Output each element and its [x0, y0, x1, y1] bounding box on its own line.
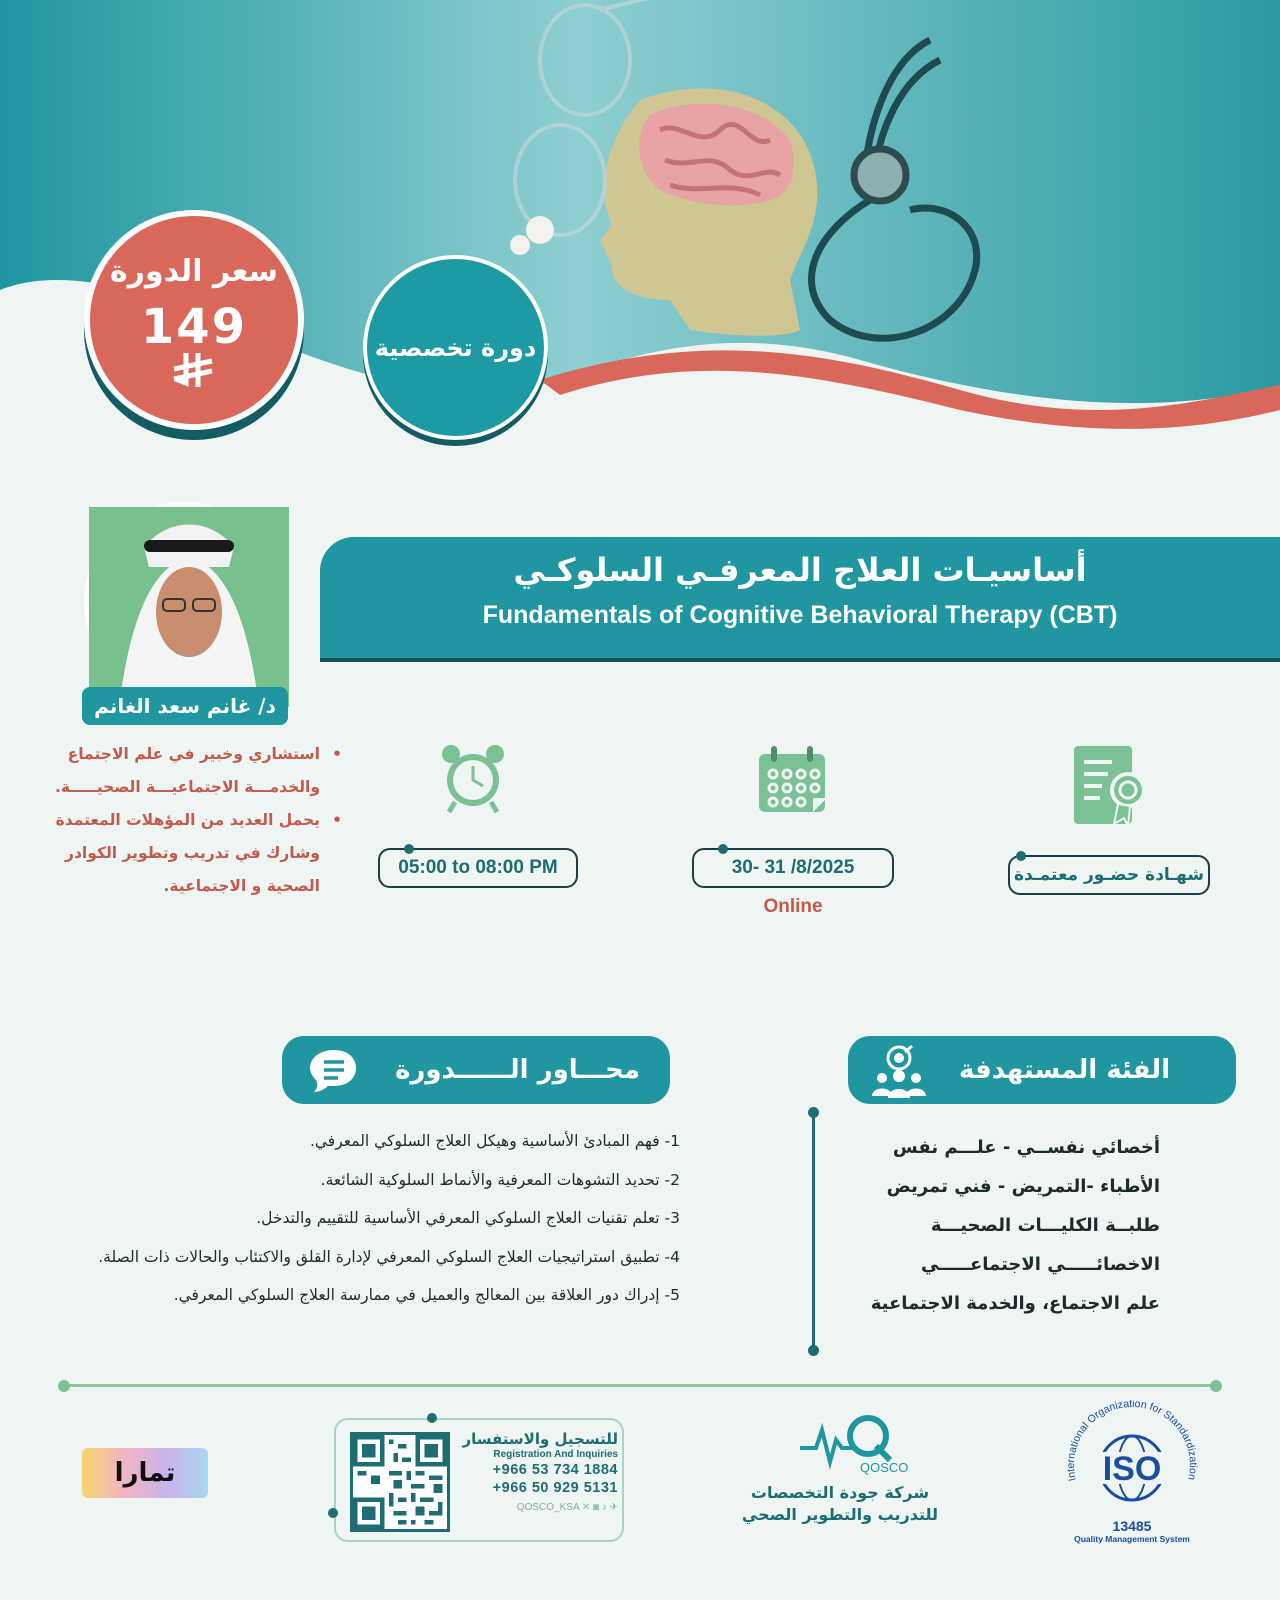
topic-item: 2- تحديد التشوهات المعرفية والأنماط السلوكية الشائعة.: [320, 1170, 680, 1189]
iso-number: 13485: [1112, 1518, 1152, 1534]
iso-ring-text: International Organization for Standardization: [1064, 1400, 1200, 1483]
chat-bubbles-icon: [306, 1046, 358, 1101]
iso-logo: [1062, 1400, 1202, 1550]
qr-code[interactable]: [350, 1432, 450, 1532]
delivery-mode: Online: [763, 896, 823, 917]
instructor-name: د/ غانم سعد الغانم: [82, 687, 288, 725]
date-value: 30- 31 /8/2025: [731, 857, 855, 878]
pill-illustration: [526, 216, 554, 244]
social-handle[interactable]: [460, 1502, 618, 1513]
registration-label-ar: للتسجيل والاستفسار: [462, 1430, 618, 1448]
specialty-course-badge: دورة تخصصية: [363, 255, 548, 440]
footer-divider: [64, 1384, 1216, 1387]
target-group-icon: [870, 1042, 928, 1107]
phone-number[interactable]: +966 53 734 1884: [492, 1462, 618, 1478]
company-name: [720, 1482, 960, 1526]
topic-item: 5- إدراك دور العلاقة بين المعالج والعميل في ممارسة العلاج السلوكي المعرفي.: [173, 1286, 680, 1304]
divider-dot: [427, 1413, 437, 1423]
qosco-logo: [798, 1410, 909, 1480]
time-value: 05:00 to 08:00 PM: [398, 857, 558, 878]
calendar-icon: [757, 746, 847, 836]
divider-dot: [328, 1508, 338, 1518]
divider-dot: [1210, 1380, 1222, 1392]
audience-item: طلبــة الكليـــات الصحيـــة: [930, 1215, 1160, 1236]
price-title: سعر الدورة: [109, 254, 279, 289]
audience-header: [848, 1036, 1236, 1104]
audience-item: علم الاجتماع، والخدمة الاجتماعية: [870, 1293, 1160, 1314]
certificate-field: [1008, 855, 1210, 895]
topics-list: [40, 1122, 680, 1315]
divider-dot: [808, 1345, 819, 1356]
topics-header: [282, 1036, 670, 1104]
topic-item: 3- تعلم تقنيات العلاج السلوكي المعرفي الأساسية للتقييم والتدخل.: [256, 1209, 680, 1227]
bio-item: • استشاري وخبير في علم الاجتماع والخدمـــة الاجتماعيـــة الصحيـــــة.: [40, 738, 320, 804]
company-name-line1: شركة جودة التخصصات: [750, 1483, 930, 1502]
iso-caption: Quality Management System: [1074, 1534, 1190, 1544]
course-title-arabic: أساسيـات العلاج المعرفـي السلوكـي: [513, 551, 1087, 589]
audience-item: الأطباء -التمريض - فني تمريض: [886, 1176, 1160, 1197]
phone-number[interactable]: +966 50 929 5131: [492, 1480, 618, 1496]
divider-dot: [58, 1380, 70, 1392]
registration-label-en: Registration And Inquiries: [493, 1449, 618, 1460]
social-handle-text: QOSCO_KSA: [516, 1502, 580, 1513]
audience-heading: الفئة المستهدفة: [959, 1055, 1170, 1085]
contact-info: [460, 1430, 618, 1513]
topics-heading: محـــاور الــــــدورة: [395, 1055, 640, 1085]
audience-item: أخصائي نفســي - علـــم نفس: [892, 1137, 1160, 1158]
course-title-english: Fundamentals of Cognitive Behavioral Therapy (CBT): [482, 601, 1118, 629]
certificate-label: شهـادة حضـور معتمـدة: [1013, 865, 1205, 885]
certificate-icon: [1072, 744, 1162, 834]
instructor-bio: [40, 738, 320, 903]
tamara-payment-logo: تمارا: [82, 1448, 208, 1498]
instructor-photo: [84, 502, 284, 702]
date-field: [692, 848, 894, 888]
topic-item: 1- فهم المبادئ الأساسية وهيكل العلاج السلوكي المعرفي.: [309, 1132, 680, 1150]
social-icons: ✕ ◙ ♪ ✈: [581, 1502, 618, 1513]
pill-illustration: [510, 235, 530, 255]
riyal-symbol-icon: [90, 351, 298, 400]
qosco-logo-text: QOSCO: [860, 1460, 909, 1475]
company-name-line2: للتدريب والتطوير الصحي: [741, 1505, 939, 1524]
time-field: [378, 848, 578, 888]
iso-logo-text: ISO: [1102, 1450, 1162, 1488]
audience-list: [870, 1128, 1160, 1323]
course-title-banner: [320, 537, 1280, 662]
alarm-clock-icon: [437, 742, 527, 832]
audience-item: الاخصائـــــي الاجتماعـــــي: [920, 1254, 1160, 1275]
price-circle: [84, 210, 304, 430]
price-value: 149: [140, 299, 248, 355]
vertical-divider: [812, 1112, 815, 1348]
topic-item: 4- تطبيق استراتيجيات العلاج السلوكي المعرفي لإدارة القلق والاكتئاب والحالات ذات الصلة.: [98, 1247, 680, 1266]
bio-item: • يحمل العديد من المؤهلات المعتمدة وشارك في تدريب وتطوير الكوادر الصحية و الاجتماعية.: [40, 804, 320, 903]
